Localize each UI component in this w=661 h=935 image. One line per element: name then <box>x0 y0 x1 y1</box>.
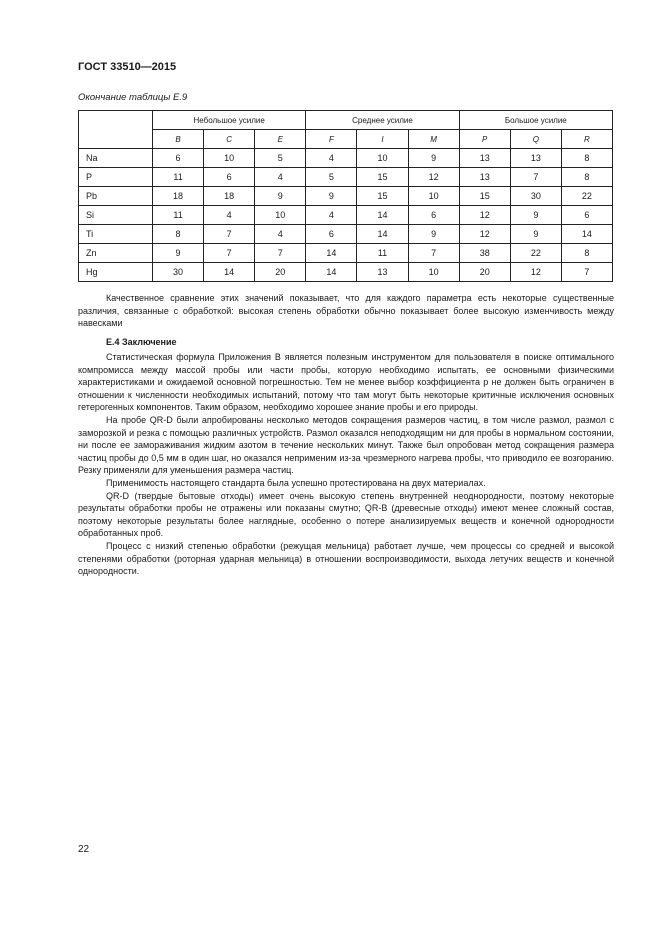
value-cell: 22 <box>561 187 612 206</box>
value-cell: 6 <box>561 206 612 225</box>
value-cell: 4 <box>306 149 357 168</box>
value-cell: 9 <box>510 225 561 244</box>
value-cell: 30 <box>510 187 561 206</box>
value-cell: 14 <box>561 225 612 244</box>
table-row <box>79 263 613 282</box>
value-cell: 9 <box>306 187 357 206</box>
group-header-high: Большое усилие <box>459 111 612 130</box>
value-cell: 12 <box>408 168 459 187</box>
document-header: ГОСТ 33510—2015 <box>78 61 177 73</box>
value-cell: 5 <box>306 168 357 187</box>
value-cell: 11 <box>153 168 204 187</box>
subheader-cell: C <box>204 130 255 149</box>
element-cell: Na <box>79 149 153 168</box>
page-number: 22 <box>78 844 90 855</box>
element-cell: Pb <box>79 187 153 206</box>
subheader-cell: B <box>153 130 204 149</box>
value-cell: 7 <box>255 244 306 263</box>
table-row <box>79 187 613 206</box>
value-cell: 10 <box>357 149 408 168</box>
element-cell: Si <box>79 206 153 225</box>
value-cell: 11 <box>357 244 408 263</box>
value-cell: 13 <box>459 168 510 187</box>
paragraph-process: Процесс с низкий степенью обработки (режущая мельница) работает лучше, чем процессы со средней и высокой степенями обработки (роторная ударная мельница) в отношении воспроизводимости, выхода летучих веществ и конечной однородности. <box>78 540 614 577</box>
value-cell: 6 <box>306 225 357 244</box>
value-cell: 38 <box>459 244 510 263</box>
subheader-cell: I <box>357 130 408 149</box>
element-cell: Zn <box>79 244 153 263</box>
value-cell: 4 <box>306 206 357 225</box>
value-cell: 10 <box>204 149 255 168</box>
table-row <box>79 168 613 187</box>
value-cell: 9 <box>510 206 561 225</box>
value-cell: 7 <box>204 225 255 244</box>
value-cell: 10 <box>408 263 459 282</box>
subheader-cell: P <box>459 130 510 149</box>
value-cell: 4 <box>204 206 255 225</box>
comparison-paragraph-block <box>78 292 614 330</box>
subheader-cell: F <box>306 130 357 149</box>
value-cell: 15 <box>459 187 510 206</box>
value-cell: 9 <box>255 187 306 206</box>
value-cell: 6 <box>408 206 459 225</box>
paragraph-applicability: Применимость настоящего стандарта была успешно протестирована на двух материалах. <box>106 477 486 488</box>
subheader-cell: M <box>408 130 459 149</box>
value-cell: 9 <box>153 244 204 263</box>
paragraph-formula: Статистическая формула Приложения В является полезным инструментом для пользователя в поиске оптимального компромисса между массой пробы или части пробы, которую необходимо испытать, ее основными физическими характеристиками и ожидаемой основной погрешностью. Тем не менее выбор коэффициента p не должен быть ограничен в отношении к численности необходимых испытаний, потому что там могут быть некоторые критичные исключения основных гетерогенных компонентов. Таким образом, необходимо хорошее знание пробы и его природы. <box>78 352 614 413</box>
conclusion-text-block <box>78 351 614 578</box>
table-row <box>79 225 613 244</box>
element-cell: Hg <box>79 263 153 282</box>
subheader-cell: Q <box>510 130 561 149</box>
value-cell: 6 <box>153 149 204 168</box>
group-header-row <box>79 111 613 130</box>
table-row <box>79 244 613 263</box>
subheader-cell: E <box>255 130 306 149</box>
table-row <box>79 206 613 225</box>
value-cell: 10 <box>408 187 459 206</box>
value-cell: 20 <box>459 263 510 282</box>
value-cell: 8 <box>561 149 612 168</box>
value-cell: 30 <box>153 263 204 282</box>
value-cell: 14 <box>306 244 357 263</box>
paragraph-methods: На пробе QR-D были апробированы несколько методов сокращения размеров частиц, в том числе размол, размол с заморозкой и резка с помощью различных устройств. Размол оказался неподходящим ни для пробы в нормальном состоянии, ни после ее замораживания жидким азотом в течение нескольких минут. Также был опробован метод сокращения размера частиц пробы до 0,5 мм в один шаг, но оказался неприменим из-за чрезмерного нагрева пробы, что приводило ее возгоранию. Резку применяли для уменьшения размера частиц. <box>78 414 614 476</box>
value-cell: 20 <box>255 263 306 282</box>
table-caption: Окончание таблицы Е.9 <box>78 92 188 103</box>
value-cell: 10 <box>255 206 306 225</box>
subheader-row <box>79 130 613 149</box>
value-cell: 14 <box>306 263 357 282</box>
results-table <box>78 110 613 282</box>
value-cell: 4 <box>255 168 306 187</box>
value-cell: 8 <box>561 168 612 187</box>
table-row <box>79 149 613 168</box>
element-header-cell <box>79 111 153 149</box>
value-cell: 6 <box>204 168 255 187</box>
value-cell: 18 <box>153 187 204 206</box>
value-cell: 12 <box>459 225 510 244</box>
group-header-low: Небольшое усилие <box>153 111 306 130</box>
value-cell: 11 <box>153 206 204 225</box>
value-cell: 12 <box>459 206 510 225</box>
value-cell: 9 <box>408 225 459 244</box>
value-cell: 12 <box>510 263 561 282</box>
paragraph-materials: QR-D (твердые бытовые отходы) имеет очень высокую степень внутренней неоднородности, поэтому некоторые результаты обработки пробы не отражены или показаны смутно; QR-B (древесные отходы) имеют менее сложный состав, поэтому некоторые результаты более наглядные, особенно о потере анализируемых веществ и конечной однородности обработанных проб. <box>78 490 614 539</box>
group-header-medium: Среднее усилие <box>306 111 459 130</box>
value-cell: 8 <box>153 225 204 244</box>
value-cell: 15 <box>357 168 408 187</box>
value-cell: 15 <box>357 187 408 206</box>
value-cell: 4 <box>255 225 306 244</box>
value-cell: 13 <box>459 149 510 168</box>
subheader-cell: R <box>561 130 612 149</box>
value-cell: 18 <box>204 187 255 206</box>
value-cell: 5 <box>255 149 306 168</box>
comparison-paragraph: Качественное сравнение этих значений показывает, что для каждого параметра есть некоторые существенные различия, связанные с обработкой: высокая степень обработки обычно показывает более высокую изменчивость между навесками <box>78 293 614 329</box>
value-cell: 7 <box>510 168 561 187</box>
element-cell: P <box>79 168 153 187</box>
value-cell: 7 <box>408 244 459 263</box>
value-cell: 14 <box>204 263 255 282</box>
value-cell: 22 <box>510 244 561 263</box>
value-cell: 9 <box>408 149 459 168</box>
value-cell: 7 <box>204 244 255 263</box>
value-cell: 7 <box>561 263 612 282</box>
value-cell: 13 <box>510 149 561 168</box>
value-cell: 14 <box>357 206 408 225</box>
value-cell: 13 <box>357 263 408 282</box>
value-cell: 14 <box>357 225 408 244</box>
element-cell: Ti <box>79 225 153 244</box>
value-cell: 8 <box>561 244 612 263</box>
section-title: Е.4 Заключение <box>106 337 177 347</box>
